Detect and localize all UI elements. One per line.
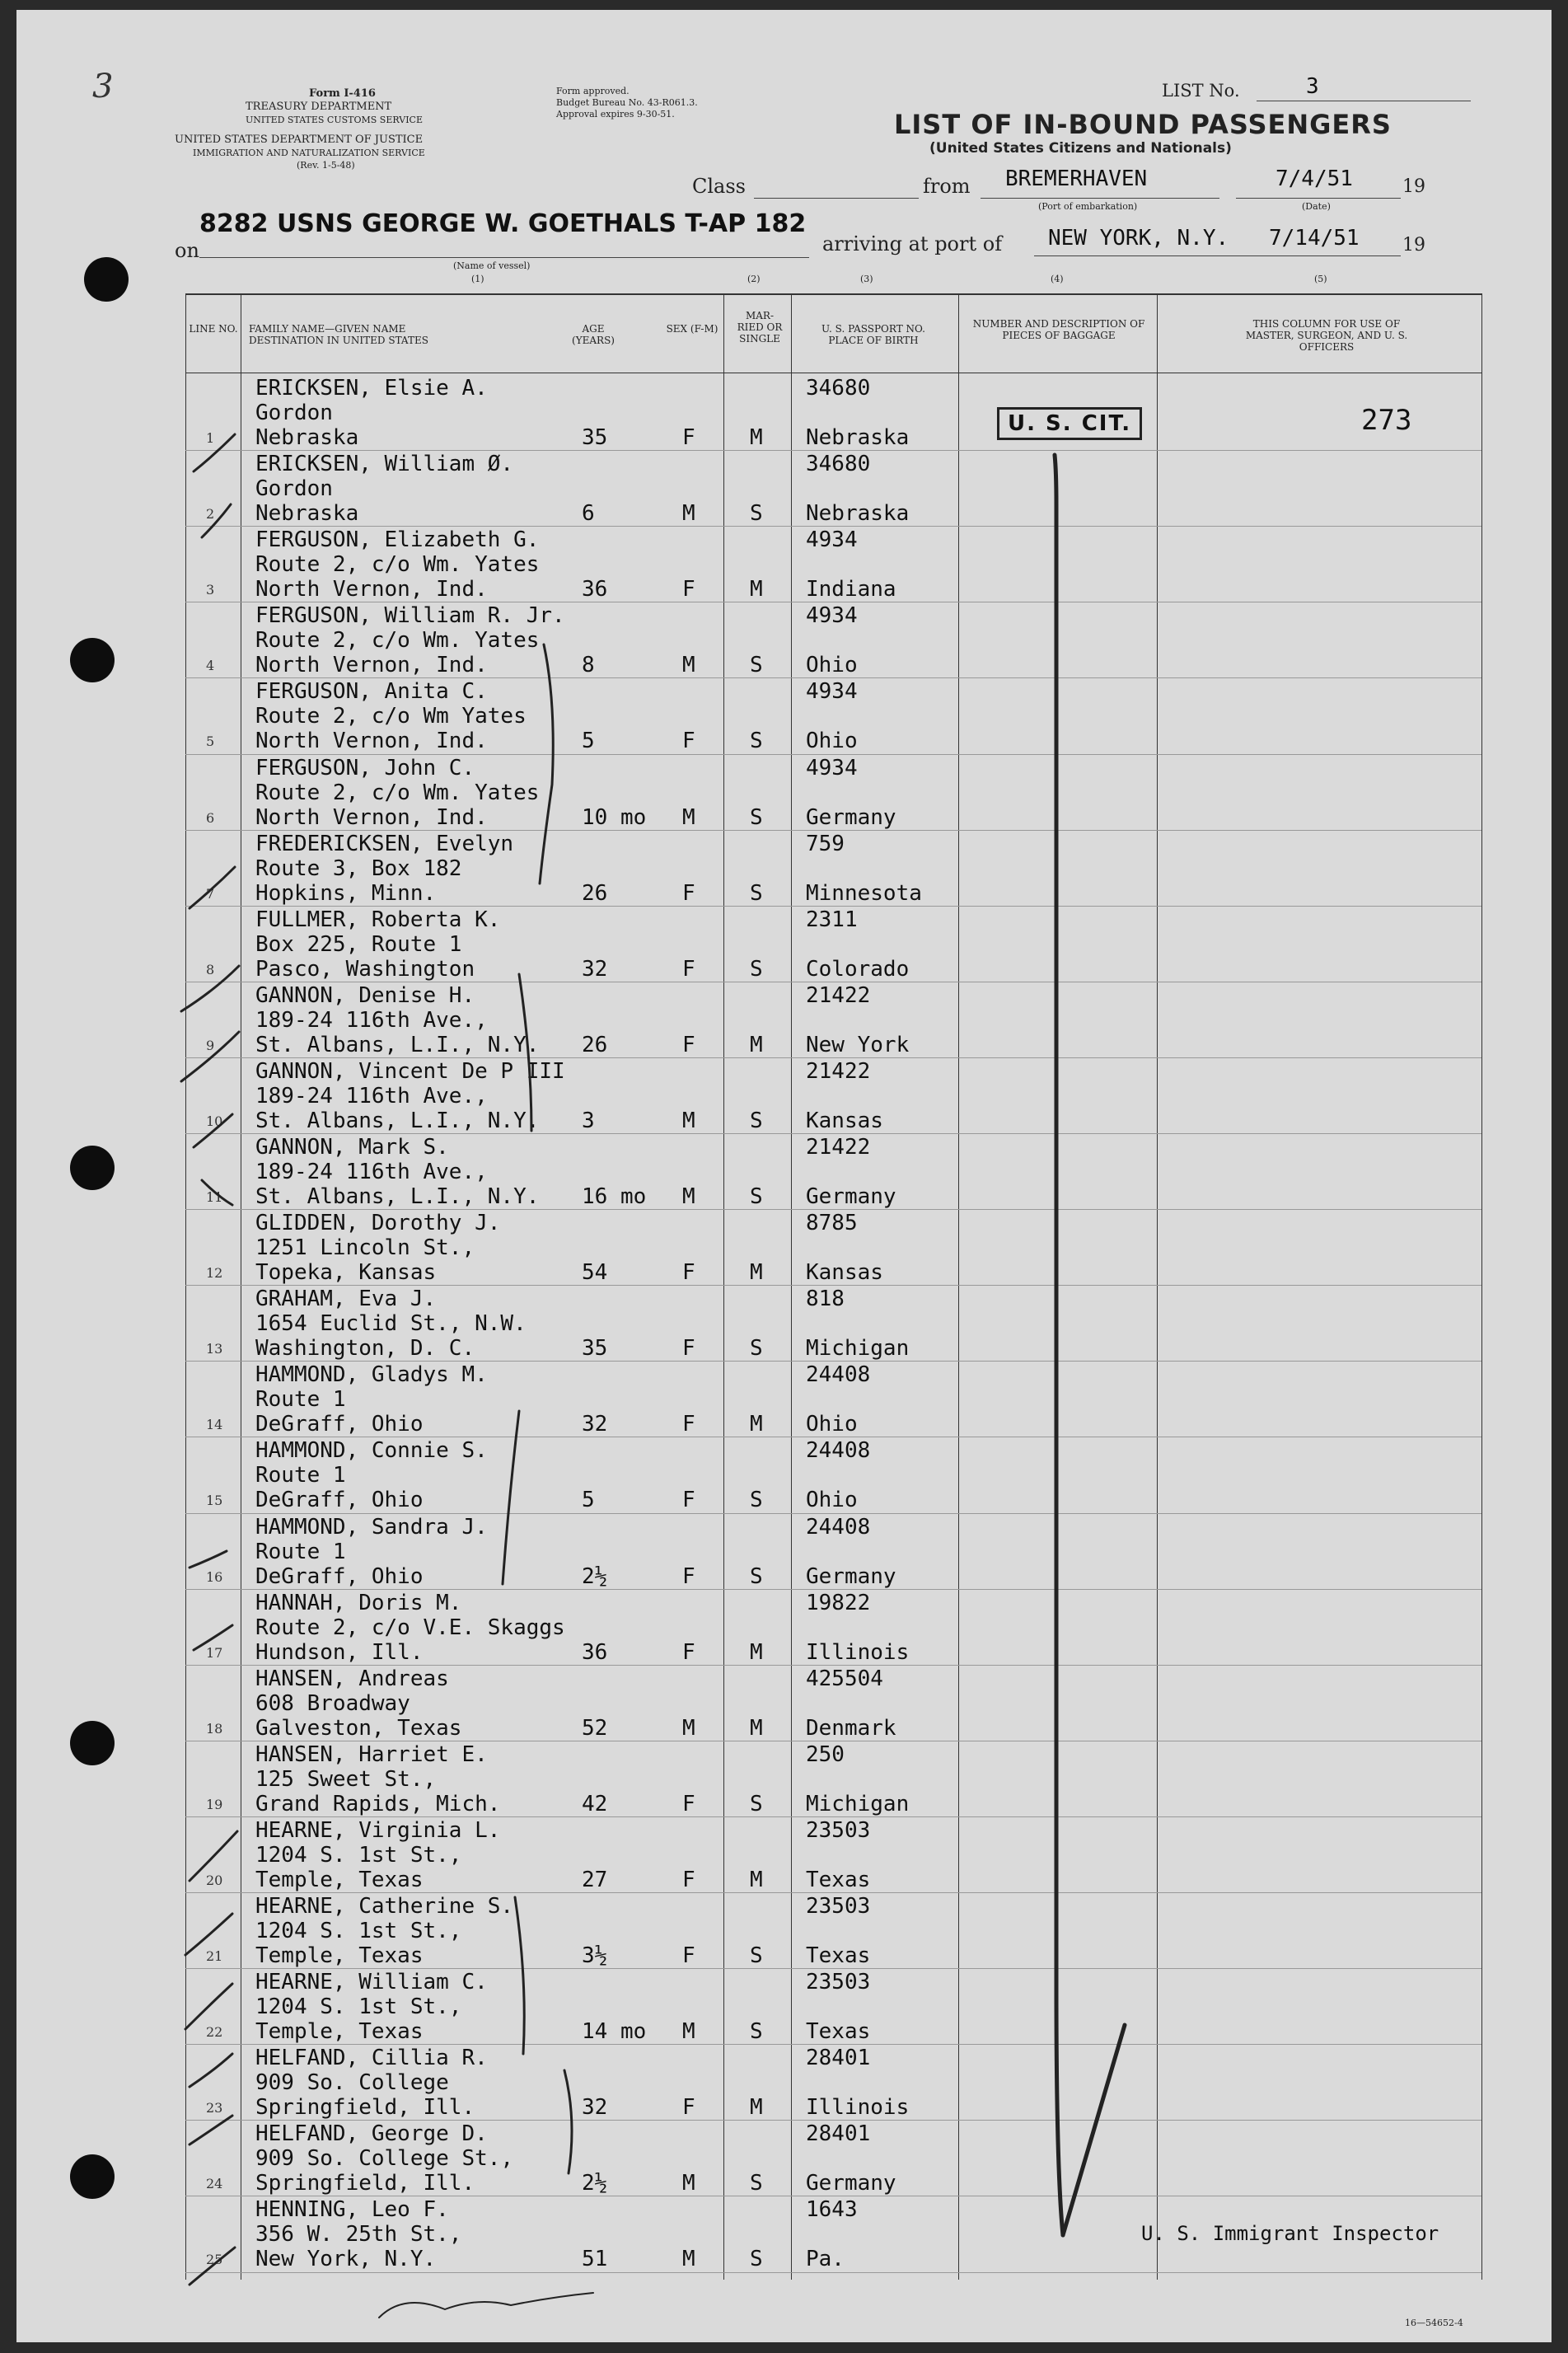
line-number: 4 — [206, 658, 215, 674]
passenger-sex: M — [682, 804, 695, 830]
passenger-passport-no: 21422 — [806, 982, 871, 1008]
passenger-birthplace: Minnesota — [806, 880, 922, 906]
passenger-marital-status: S — [750, 729, 763, 754]
passenger-address-line-2: St. Albans, L.I., N.Y. — [255, 1108, 540, 1133]
passenger-address-line-2: Grand Rapids, Mich. — [255, 1791, 501, 1816]
passenger-address-line-1: 909 So. College — [255, 2070, 449, 2096]
passenger-sex: F — [682, 880, 695, 906]
passenger-name: FERGUSON, Elizabeth G. — [255, 527, 540, 553]
line-number: 19 — [206, 1796, 223, 1812]
passenger-address-line-2: North Vernon, Ind. — [255, 804, 488, 830]
passenger-address-line-1: Route 1 — [255, 1387, 346, 1413]
passenger-name: HELFAND, Cillia R. — [255, 2046, 488, 2071]
passenger-birthplace: Illinois — [806, 1639, 910, 1665]
passenger-name: FREDERICKSEN, Evelyn — [255, 831, 514, 856]
passenger-age: 8 — [582, 653, 595, 678]
arrival-date: 7/14/51 — [1269, 226, 1360, 251]
passenger-birthplace: Ohio — [806, 729, 858, 754]
passenger-passport-no: 34680 — [806, 452, 871, 477]
line-number: 12 — [206, 1265, 223, 1282]
passenger-age: 32 — [582, 2095, 608, 2121]
passenger-name: ERICKSEN, Elsie A. — [255, 376, 488, 401]
passenger-sex: F — [682, 577, 695, 602]
passenger-marital-status: S — [750, 2171, 763, 2196]
passenger-address-line-2: Washington, D. C. — [255, 1336, 475, 1362]
passenger-passport-no: 24408 — [806, 1514, 871, 1540]
passenger-address-line-2: Topeka, Kansas — [255, 1260, 437, 1286]
passenger-birthplace: New York — [806, 1032, 910, 1057]
passenger-address-line-2: Temple, Texas — [255, 1867, 424, 1892]
passenger-birthplace: Texas — [806, 2019, 871, 2045]
passenger-birthplace: Pa. — [806, 2247, 845, 2272]
passenger-address-line-1: Box 225, Route 1 — [255, 931, 462, 957]
arrival-port: NEW YORK, N.Y. — [1048, 226, 1229, 251]
vessel-caption: (Name of vessel) — [453, 260, 531, 271]
passenger-sex: F — [682, 1943, 695, 1968]
passenger-age: 54 — [582, 1260, 608, 1286]
arriving-label: arriving at port of — [822, 232, 1003, 255]
line-number: 5 — [206, 734, 215, 750]
col-num-4: (4) — [1051, 274, 1064, 284]
col-num-3: (3) — [860, 274, 873, 284]
line-number: 21 — [206, 1948, 223, 1964]
form-dept-1: TREASURY DEPARTMENT — [246, 101, 392, 113]
passenger-passport-no: 4934 — [806, 679, 858, 705]
passenger-address-line-2: Pasco, Washington — [255, 956, 475, 982]
passenger-address-line-1: 1654 Euclid St., N.W. — [255, 1311, 527, 1337]
line-number: 11 — [206, 1189, 223, 1205]
us-citizen-stamp: U. S. CIT. — [997, 407, 1142, 440]
passenger-birthplace: Texas — [806, 1943, 871, 1968]
passenger-marital-status: S — [750, 956, 763, 982]
passenger-address-line-2: Springfield, Ill. — [255, 2171, 475, 2196]
passenger-passport-no: 425504 — [806, 1666, 883, 1691]
line-number: 10 — [206, 1113, 223, 1129]
passenger-age: 26 — [582, 1032, 608, 1057]
passenger-sex: M — [682, 2171, 695, 2196]
passenger-name: ERICKSEN, William Ø. — [255, 452, 514, 477]
form-dept-2: UNITED STATES CUSTOMS SERVICE — [246, 115, 423, 125]
passenger-address-line-2: Temple, Texas — [255, 1943, 424, 1968]
passenger-address-line-2: North Vernon, Ind. — [255, 653, 488, 678]
passenger-age: 2½ — [582, 1563, 608, 1589]
list-no: 3 — [1306, 74, 1319, 99]
passenger-sex: F — [682, 1867, 695, 1892]
passenger-marital-status: M — [750, 425, 763, 450]
passenger-address-line-2: DeGraff, Ohio — [255, 1488, 424, 1513]
passenger-marital-status: M — [750, 2095, 763, 2121]
passenger-age: 5 — [582, 729, 595, 754]
passenger-birthplace: Colorado — [806, 956, 910, 982]
passenger-sex: F — [682, 1563, 695, 1589]
line-number: 18 — [206, 1720, 223, 1737]
passenger-sex: F — [682, 1639, 695, 1665]
passenger-address-line-1: 1251 Lincoln St., — [255, 1235, 475, 1261]
passenger-marital-status: S — [750, 1336, 763, 1362]
passenger-marital-status: S — [750, 1488, 763, 1513]
passenger-name: HAMMOND, Connie S. — [255, 1438, 488, 1464]
passenger-name: HANSEN, Andreas — [255, 1666, 449, 1691]
passenger-sex: F — [682, 1260, 695, 1286]
passenger-birthplace: Nebraska — [806, 501, 910, 527]
passenger-marital-status: S — [750, 501, 763, 527]
passenger-marital-status: M — [750, 1867, 763, 1892]
passenger-birthplace: Germany — [806, 2171, 896, 2196]
passenger-name: HAMMOND, Sandra J. — [255, 1514, 488, 1540]
passenger-address-line-1: 1204 S. 1st St., — [255, 1919, 462, 1943]
line-number: 6 — [206, 809, 215, 826]
passenger-passport-no: 23503 — [806, 1894, 871, 1919]
passenger-marital-status: M — [750, 577, 763, 602]
passenger-address-line-1: Gordon — [255, 476, 333, 502]
passenger-birthplace: Kansas — [806, 1108, 883, 1133]
passenger-name: HEARNE, Virginia L. — [255, 1817, 501, 1843]
port-caption: (Port of embarkation) — [1038, 201, 1138, 212]
passenger-address-line-1: Route 2, c/o Wm. Yates — [255, 780, 540, 805]
passenger-address-line-1: Route 2, c/o Wm Yates — [255, 704, 527, 729]
line-number: 13 — [206, 1341, 223, 1357]
form-number: Form I-416 — [309, 87, 376, 100]
passenger-birthplace: Michigan — [806, 1791, 910, 1816]
passenger-marital-status: S — [750, 1943, 763, 1968]
passenger-sex: M — [682, 501, 695, 527]
passenger-sex: F — [682, 1032, 695, 1057]
passenger-birthplace: Ohio — [806, 653, 858, 678]
passenger-address-line-2: St. Albans, L.I., N.Y. — [255, 1032, 540, 1057]
passenger-age: 6 — [582, 501, 595, 527]
passenger-address-line-1: 125 Sweet St., — [255, 1766, 437, 1792]
col-num-1: (1) — [471, 274, 484, 284]
passenger-age: 2½ — [582, 2171, 608, 2196]
form-rev: (Rev. 1-5-48) — [297, 160, 355, 171]
passenger-address-line-1: Route 2, c/o V.E. Skaggs — [255, 1615, 565, 1640]
passenger-birthplace: Germany — [806, 804, 896, 830]
col-num-5: (5) — [1314, 274, 1327, 284]
passenger-name: GANNON, Mark S. — [255, 1135, 449, 1160]
passenger-passport-no: 4934 — [806, 755, 858, 780]
passenger-passport-no: 28401 — [806, 2121, 871, 2147]
list-subtitle: (United States Citizens and Nationals) — [929, 140, 1232, 157]
passenger-age: 35 — [582, 1336, 608, 1362]
passenger-name: FERGUSON, John C. — [255, 755, 475, 780]
vessel-name: 8282 USNS GEORGE W. GOETHALS T-AP 182 — [199, 209, 807, 238]
passenger-name: HAMMOND, Gladys M. — [255, 1362, 488, 1388]
passenger-marital-status: M — [750, 1032, 763, 1057]
line-number: 7 — [206, 885, 215, 902]
passenger-birthplace: Ohio — [806, 1412, 858, 1437]
col-passport: U. S. PASSPORT NO. PLACE OF BIRTH — [821, 323, 925, 346]
passenger-marital-status: M — [750, 1639, 763, 1665]
passenger-address-line-2: Nebraska — [255, 501, 359, 527]
passenger-address-line-2: Springfield, Ill. — [255, 2095, 475, 2121]
passenger-passport-no: 8785 — [806, 1211, 858, 1236]
passenger-passport-no: 24408 — [806, 1362, 871, 1388]
form-dept-4: IMMIGRATION AND NATURALIZATION SERVICE — [193, 148, 425, 158]
line-number: 24 — [206, 2176, 223, 2192]
form-code: 16—54652-4 — [1405, 2318, 1463, 2328]
passenger-marital-status: S — [750, 2019, 763, 2045]
passenger-sex: F — [682, 1412, 695, 1437]
passenger-address-line-1: 1204 S. 1st St., — [255, 1994, 462, 2020]
from-label: from — [923, 175, 971, 198]
passenger-address-line-2: New York, N.Y. — [255, 2247, 437, 2272]
passenger-address-line-1: 189-24 116th Ave., — [255, 1083, 488, 1109]
passenger-age: 16 mo — [582, 1184, 647, 1209]
form-dept-3: UNITED STATES DEPARTMENT OF JUSTICE — [175, 134, 424, 146]
col-baggage: NUMBER AND DESCRIPTION OF PIECES OF BAGGAGE — [972, 318, 1145, 341]
passenger-passport-no: 21422 — [806, 1135, 871, 1160]
form-approved-1: Form approved. — [556, 86, 630, 96]
passenger-birthplace: Illinois — [806, 2095, 910, 2121]
passenger-address-line-1: 608 Broadway — [255, 1690, 410, 1716]
date-caption: (Date) — [1302, 201, 1331, 212]
passenger-marital-status: S — [750, 1791, 763, 1816]
passenger-name: FULLMER, Roberta K. — [255, 907, 501, 932]
passenger-marital-status: S — [750, 1563, 763, 1589]
passenger-sex: F — [682, 729, 695, 754]
passenger-birthplace: Texas — [806, 1867, 871, 1892]
passenger-name: GANNON, Vincent De P III — [255, 1058, 565, 1084]
line-number: 1 — [206, 430, 215, 446]
passenger-address-line-2: Nebraska — [255, 425, 359, 450]
line-number: 17 — [206, 1644, 223, 1661]
passenger-age: 36 — [582, 577, 608, 602]
passenger-address-line-2: DeGraff, Ohio — [255, 1563, 424, 1589]
form-approved-2: Budget Bureau No. 43-R061.3. — [556, 97, 698, 108]
passenger-marital-status: M — [750, 1715, 763, 1741]
col-married: MAR-RIED OR SINGLE — [737, 310, 783, 345]
passenger-passport-no: 28401 — [806, 2046, 871, 2071]
col-name: FAMILY NAME—GIVEN NAME DESTINATION IN UNITED STATES — [249, 323, 428, 346]
passenger-passport-no: 2311 — [806, 907, 858, 932]
passenger-birthplace: Germany — [806, 1563, 896, 1589]
passenger-age: 26 — [582, 880, 608, 906]
passenger-name: GANNON, Denise H. — [255, 982, 475, 1008]
passenger-sex: M — [682, 1184, 695, 1209]
passenger-birthplace: Germany — [806, 1184, 896, 1209]
passenger-name: HELFAND, George D. — [255, 2121, 488, 2147]
passenger-address-line-1: 1204 S. 1st St., — [255, 1842, 462, 1868]
passenger-address-line-1: Route 1 — [255, 1539, 346, 1564]
passenger-sex: F — [682, 1488, 695, 1513]
document-page — [16, 10, 1552, 2342]
passenger-passport-no: 250 — [806, 1741, 845, 1767]
col-officers: THIS COLUMN FOR USE OF MASTER, SURGEON, AND U. S. OFFICERS — [1245, 318, 1408, 353]
passenger-address-line-1: Gordon — [255, 401, 333, 425]
passenger-age: 36 — [582, 1639, 608, 1665]
passenger-address-line-1: 909 So. College St., — [255, 2146, 514, 2172]
passenger-passport-no: 759 — [806, 831, 845, 856]
passenger-name: GLIDDEN, Dorothy J. — [255, 1211, 501, 1236]
passenger-address-line-1: Route 2, c/o Wm. Yates — [255, 552, 540, 578]
passenger-passport-no: 24408 — [806, 1438, 871, 1464]
passenger-age: 35 — [582, 425, 608, 450]
year-label-2: 19 — [1402, 235, 1425, 255]
passenger-name: FERGUSON, Anita C. — [255, 679, 488, 705]
passenger-sex: M — [682, 2247, 695, 2272]
line-number: 15 — [206, 1493, 223, 1509]
passenger-birthplace: Nebraska — [806, 425, 910, 450]
passenger-name: HANSEN, Harriet E. — [255, 1741, 488, 1767]
line-number: 22 — [206, 2024, 223, 2041]
passenger-marital-status: S — [750, 1184, 763, 1209]
passenger-age: 3½ — [582, 1943, 608, 1968]
from-port: BREMERHAVEN — [1005, 166, 1148, 191]
line-number: 14 — [206, 1417, 223, 1433]
line-number: 25 — [206, 2252, 223, 2268]
passenger-sex: F — [682, 2095, 695, 2121]
passenger-marital-status: M — [750, 1412, 763, 1437]
line-number: 2 — [206, 506, 215, 523]
line-number: 3 — [206, 582, 215, 598]
passenger-sex: M — [682, 2019, 695, 2045]
year-label-1: 19 — [1402, 176, 1425, 197]
passenger-passport-no: 23503 — [806, 1970, 871, 1995]
passenger-name: HEARNE, Catherine S. — [255, 1894, 514, 1919]
col-line-no: LINE NO. — [189, 323, 238, 335]
line-number: 20 — [206, 1872, 223, 1888]
line-number: 16 — [206, 1568, 223, 1585]
passenger-marital-status: M — [750, 1260, 763, 1286]
passenger-birthplace: Denmark — [806, 1715, 896, 1741]
inspector-title: U. S. Immigrant Inspector — [1141, 2222, 1439, 2245]
line-number: 8 — [206, 961, 215, 977]
passenger-sex: M — [682, 1108, 695, 1133]
class-label: Class — [692, 175, 746, 198]
passenger-birthplace: Indiana — [806, 577, 896, 602]
passenger-address-line-2: Galveston, Texas — [255, 1715, 462, 1741]
passenger-address-line-2: North Vernon, Ind. — [255, 577, 488, 602]
passenger-age: 5 — [582, 1488, 595, 1513]
list-no-label: LIST No. — [1162, 81, 1240, 101]
passenger-address-line-1: Route 1 — [255, 1463, 346, 1488]
form-approved-3: Approval expires 9-30-51. — [556, 109, 675, 120]
passenger-age: 14 mo — [582, 2019, 647, 2045]
passenger-sex: F — [682, 425, 695, 450]
passenger-passport-no: 34680 — [806, 376, 871, 401]
list-title: LIST OF IN-BOUND PASSENGERS — [894, 109, 1392, 140]
passenger-age: 27 — [582, 1867, 608, 1892]
passenger-birthplace: Michigan — [806, 1336, 910, 1362]
passenger-address-line-1: Route 3, Box 182 — [255, 855, 462, 881]
passenger-address-line-1: Route 2, c/o Wm. Yates — [255, 628, 540, 654]
passenger-marital-status: S — [750, 880, 763, 906]
passenger-age: 51 — [582, 2247, 608, 2272]
col-sex: SEX (F-M) — [666, 323, 718, 335]
passenger-passport-no: 23503 — [806, 1817, 871, 1843]
passenger-name: GRAHAM, Eva J. — [255, 1287, 437, 1312]
passenger-age: 10 mo — [582, 804, 647, 830]
passenger-passport-no: 1643 — [806, 2197, 858, 2223]
on-label: on — [175, 239, 199, 262]
passenger-name: FERGUSON, William R. Jr. — [255, 603, 565, 629]
passenger-sex: F — [682, 956, 695, 982]
passenger-address-line-2: DeGraff, Ohio — [255, 1412, 424, 1437]
passenger-sex: M — [682, 1715, 695, 1741]
passenger-age: 32 — [582, 1412, 608, 1437]
passenger-address-line-2: North Vernon, Ind. — [255, 729, 488, 754]
passenger-birthplace: Kansas — [806, 1260, 883, 1286]
passenger-passport-no: 21422 — [806, 1058, 871, 1084]
passenger-marital-status: S — [750, 1108, 763, 1133]
corner-mark: 3 — [92, 68, 114, 105]
passenger-passport-no: 4934 — [806, 603, 858, 629]
line-number: 9 — [206, 1037, 215, 1053]
depart-date: 7/4/51 — [1275, 166, 1353, 191]
passenger-address-line-2: Hopkins, Minn. — [255, 880, 437, 906]
passenger-marital-status: S — [750, 653, 763, 678]
passenger-address-line-1: 189-24 116th Ave., — [255, 1160, 488, 1184]
passenger-sex: F — [682, 1791, 695, 1816]
passenger-address-line-1: 189-24 116th Ave., — [255, 1007, 488, 1033]
passenger-address-line-1: 356 W. 25th St., — [255, 2222, 462, 2248]
officer-note: 273 — [1361, 404, 1412, 437]
passenger-sex: M — [682, 653, 695, 678]
passenger-passport-no: 4934 — [806, 527, 858, 553]
passenger-age: 3 — [582, 1108, 595, 1133]
passenger-name: HANNAH, Doris M. — [255, 1590, 462, 1615]
passenger-passport-no: 818 — [806, 1287, 845, 1312]
passenger-sex: F — [682, 1336, 695, 1362]
line-number: 23 — [206, 2100, 223, 2116]
passenger-name: HEARNE, William C. — [255, 1970, 488, 1995]
passenger-name: HENNING, Leo F. — [255, 2197, 449, 2223]
passenger-age: 52 — [582, 1715, 608, 1741]
col-age: AGE (YEARS) — [572, 323, 615, 346]
passenger-birthplace: Ohio — [806, 1488, 858, 1513]
passenger-passport-no: 19822 — [806, 1590, 871, 1615]
passenger-address-line-2: St. Albans, L.I., N.Y. — [255, 1184, 540, 1209]
col-num-2: (2) — [747, 274, 761, 284]
passenger-marital-status: S — [750, 804, 763, 830]
passenger-age: 32 — [582, 956, 608, 982]
passenger-address-line-2: Hundson, Ill. — [255, 1639, 424, 1665]
handwritten-marks — [16, 10, 1552, 2342]
passenger-marital-status: S — [750, 2247, 763, 2272]
passenger-address-line-2: Temple, Texas — [255, 2019, 424, 2045]
passenger-age: 42 — [582, 1791, 608, 1816]
